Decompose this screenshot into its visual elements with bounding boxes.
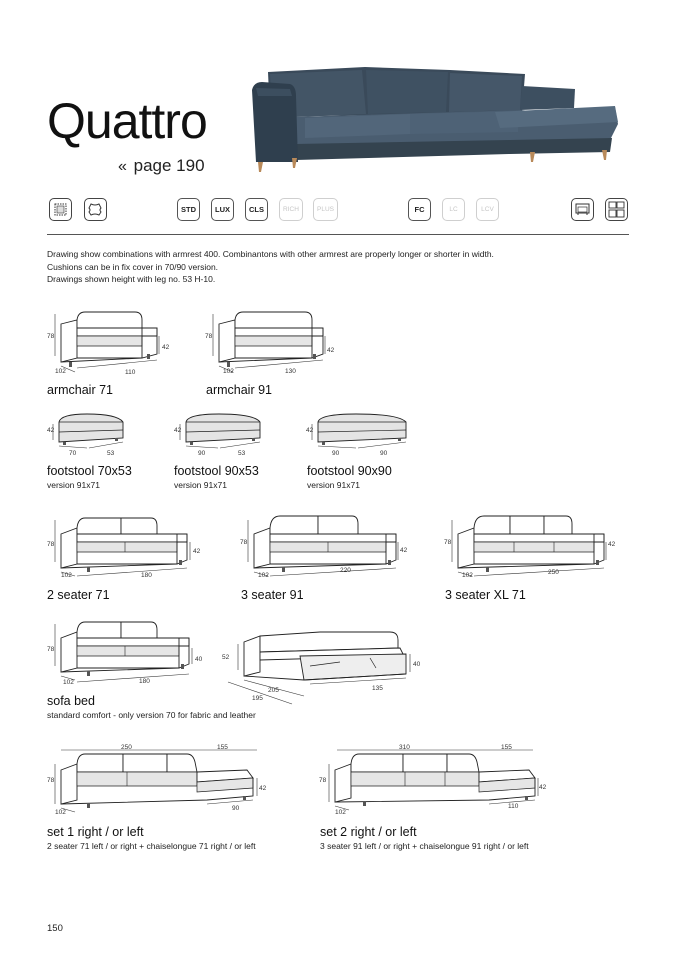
- page-reference-text: page 190: [133, 156, 205, 175]
- leather-hide-icon[interactable]: [84, 198, 107, 221]
- badge-std[interactable]: STD: [177, 198, 200, 221]
- dim-width: 90: [332, 450, 340, 457]
- item-label: footstool 90x53: [174, 464, 259, 478]
- item-label: 2 seater 71: [47, 588, 110, 602]
- dim-seat: 40: [413, 661, 421, 668]
- dim-width: 310: [399, 744, 410, 751]
- dim-open-length: 205: [268, 687, 279, 694]
- dim-width: 90: [198, 450, 206, 457]
- badge-lcv[interactable]: LCV: [476, 198, 499, 221]
- dim-height: 78: [47, 541, 55, 548]
- note-line: Cushions can be in fix cover in 70/90 version.: [47, 261, 219, 272]
- dim-height: 78: [47, 333, 55, 340]
- dim-height: 78: [47, 646, 55, 653]
- badge-cls[interactable]: CLS: [245, 198, 268, 221]
- footstool-70x53-drawing: [47, 410, 137, 458]
- item-label: armchair 91: [206, 383, 272, 397]
- module-combination-icon[interactable]: [605, 198, 628, 221]
- badge-plus[interactable]: PLUS: [313, 198, 338, 221]
- dim-chaise-width: 155: [501, 744, 512, 751]
- footstool-90x90-drawing: [306, 410, 416, 458]
- note-line: Drawings shown height with leg no. 53 H-10.: [47, 274, 216, 285]
- dim-height: 52: [222, 654, 230, 661]
- dim-seat: 42: [327, 347, 335, 354]
- 3-seater-xl-71-drawing: [444, 512, 624, 582]
- badge-fc[interactable]: FC: [408, 198, 431, 221]
- dim-seat: 42: [162, 344, 170, 351]
- dim-depth: 102: [335, 809, 346, 816]
- item-label: footstool 70x53: [47, 464, 132, 478]
- dim-height: 78: [444, 539, 452, 546]
- item-sublabel: 3 seater 91 left / or right + chaiselongue 91 right / or left: [320, 841, 529, 851]
- dim-height: 42: [47, 427, 55, 434]
- dim-chaise-depth: 90: [232, 805, 240, 812]
- double-chevron-left-icon: «: [118, 158, 127, 175]
- page-number: 150: [47, 923, 63, 934]
- dim-depth: 102: [63, 679, 74, 686]
- dim-seat: 42: [539, 784, 547, 791]
- dim-height: 78: [240, 539, 248, 546]
- item-label: footstool 90x90: [307, 464, 392, 478]
- dim-width: 180: [141, 572, 152, 579]
- sofa-bed-drawing: [47, 616, 217, 688]
- dim-depth: 102: [55, 809, 66, 816]
- item-sublabel: standard comfort - only version 70 for fabric and leather: [47, 710, 256, 720]
- set-1-drawing: [47, 742, 277, 822]
- dim-width: 130: [285, 368, 296, 375]
- dim-seat: 42: [400, 547, 408, 554]
- dim-chaise-width: 155: [217, 744, 228, 751]
- armchair-91-drawing: [205, 306, 345, 378]
- item-label: set 1 right / or left: [47, 825, 144, 839]
- dim-depth: 102: [223, 368, 234, 375]
- badge-lux[interactable]: LUX: [211, 198, 234, 221]
- item-label: armchair 71: [47, 383, 113, 397]
- armchair-71-drawing: [47, 306, 177, 378]
- dim-open-depth: 195: [252, 695, 263, 702]
- page-title: Quattro: [47, 93, 207, 149]
- item-label: 3 seater XL 71: [445, 588, 526, 602]
- dim-height: 78: [205, 333, 213, 340]
- header-divider: [47, 234, 629, 235]
- dim-width: 110: [125, 369, 136, 376]
- dim-depth: 53: [238, 450, 246, 457]
- set-2-drawing: [319, 742, 559, 822]
- dim-chaise-depth: 110: [508, 803, 519, 810]
- page-reference[interactable]: [118, 156, 205, 176]
- dim-depth: 102: [258, 572, 269, 579]
- dim-height: 42: [306, 427, 314, 434]
- fabric-swatch-icon[interactable]: [49, 198, 72, 221]
- dim-height: 78: [319, 777, 327, 784]
- dim-width: 250: [548, 569, 559, 576]
- 2-seater-71-drawing: [47, 512, 217, 582]
- dim-width: 70: [69, 450, 77, 457]
- dim-seat: 42: [193, 548, 201, 555]
- dim-mattress: 135: [372, 685, 383, 692]
- item-sublabel: 2 seater 71 left / or right + chaiselongue 71 right / or left: [47, 841, 256, 851]
- dim-depth: 102: [55, 368, 66, 375]
- dim-depth: 102: [61, 572, 72, 579]
- item-sublabel: version 91x71: [307, 480, 360, 490]
- item-sublabel: version 91x71: [47, 480, 100, 490]
- sofa-hero-image: [250, 62, 620, 172]
- footstool-90x53-drawing: [174, 410, 274, 458]
- dim-width: 180: [139, 678, 150, 685]
- dim-height: 42: [174, 427, 182, 434]
- item-label: sofa bed: [47, 694, 95, 708]
- badge-lc[interactable]: LC: [442, 198, 465, 221]
- notes-block: [47, 248, 494, 286]
- dim-seat: 42: [608, 541, 616, 548]
- item-sublabel: version 91x71: [174, 480, 227, 490]
- item-label: set 2 right / or left: [320, 825, 417, 839]
- dim-seat: 40: [195, 656, 203, 663]
- dim-width: 220: [340, 567, 351, 574]
- dim-depth: 102: [462, 572, 473, 579]
- dim-depth: 90: [380, 450, 388, 457]
- dim-height: 78: [47, 777, 55, 784]
- 3-seater-91-drawing: [240, 512, 420, 582]
- dim-seat: 42: [259, 785, 267, 792]
- sofa-bed-open-drawing: [220, 626, 430, 706]
- badge-rich[interactable]: RICH: [279, 198, 303, 221]
- item-label: 3 seater 91: [241, 588, 304, 602]
- note-line: Drawing show combinations with armrest 400. Combinantons with other armrest are properly longer or shorter in width.: [47, 249, 494, 259]
- armchair-view-icon[interactable]: [571, 198, 594, 221]
- dim-depth: 53: [107, 450, 115, 457]
- dim-width: 250: [121, 744, 132, 751]
